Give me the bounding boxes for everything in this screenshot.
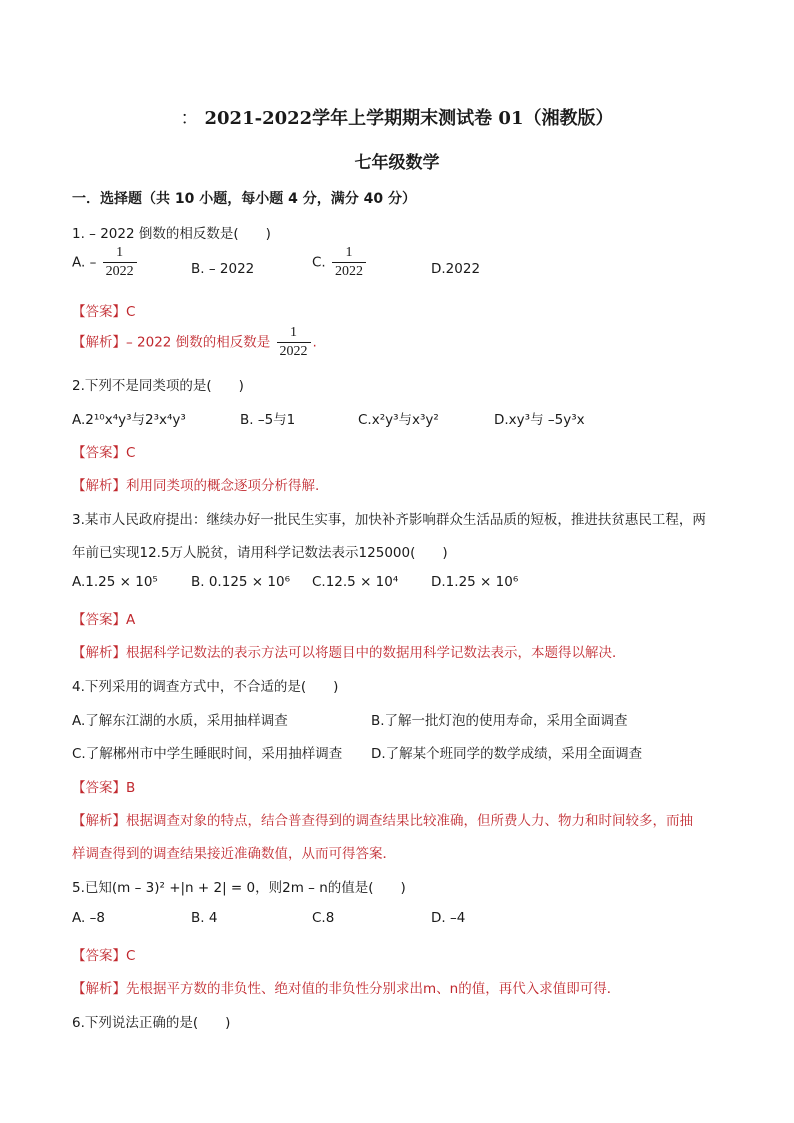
q1-option-a-prefix: A. – bbox=[72, 254, 97, 271]
q1-option-a bbox=[72, 246, 139, 279]
answer-label: 【答案】 bbox=[72, 948, 126, 964]
answer-value: A bbox=[126, 612, 136, 628]
page-title bbox=[0, 104, 794, 130]
q1-option-c bbox=[312, 246, 368, 279]
q5-option-a: A. –8 bbox=[72, 910, 105, 926]
answer-value: C bbox=[126, 445, 136, 461]
q5-stem: 5.已知(m – 3)² +|n + 2| = 0，则2m – n的值是( ) bbox=[72, 880, 406, 896]
answer-label: 【答案】 bbox=[72, 445, 126, 461]
q1-explain-suffix: . bbox=[312, 334, 317, 351]
answer-label: 【答案】 bbox=[72, 612, 126, 628]
q1-option-c-fraction bbox=[332, 246, 366, 279]
q3-explain-text: 根据科学记数法的表示方法可以将题目中的数据用科学记数法表示，本题得以解决． bbox=[126, 645, 626, 661]
q2-option-b: B. –5与1 bbox=[240, 412, 296, 428]
q4-explanation-line2: 样调查得到的调查结果接近准确数值，从而可得答案． bbox=[72, 846, 396, 862]
title-text: 2021-2022学年上学期期末测试卷 01（湘教版） bbox=[204, 108, 614, 129]
q1-option-a-fraction bbox=[103, 246, 137, 279]
q3-option-c: C.12.5 × 10⁴ bbox=[312, 574, 399, 590]
q3-option-a: A.1.25 × 10⁵ bbox=[72, 574, 158, 590]
q5-option-d: D. –4 bbox=[431, 910, 466, 926]
q3-stem-line2: 年前已实现12.5万人脱贫，请用科学记数法表示125000( ) bbox=[72, 545, 448, 561]
q2-explanation bbox=[72, 474, 319, 494]
answer-value: C bbox=[126, 304, 136, 320]
q3-stem-line1: 3.某市人民政府提出：继续办好一批民生实事，加快补齐影响群众生活品质的短板，推进扶贫惠民工程，两 bbox=[72, 512, 706, 528]
q1-option-c-prefix: C. bbox=[312, 254, 326, 271]
q3-answer bbox=[72, 608, 135, 628]
fraction-denominator: 2022 bbox=[279, 344, 308, 359]
answer-label: 【答案】 bbox=[72, 780, 126, 796]
q2-explain-text: 利用同类项的概念逐项分析得解. bbox=[126, 478, 320, 494]
explain-label: 【解析】 bbox=[72, 478, 126, 494]
fraction-denominator: 2022 bbox=[335, 264, 364, 279]
answer-label: 【答案】 bbox=[72, 304, 126, 320]
q2-option-d: D.xy³与 –5y³x bbox=[494, 412, 585, 428]
q1-explain-text: – 2022 倒数的相反数是 bbox=[126, 334, 271, 351]
q6-stem: 6.下列说法正确的是( ) bbox=[72, 1015, 231, 1031]
q4-stem: 4.下列采用的调查方式中，不合适的是( ) bbox=[72, 679, 339, 695]
q4-option-b: B.了解一批灯泡的使用寿命，采用全面调查 bbox=[371, 713, 628, 729]
q4-option-a: A.了解东江湖的水质，采用抽样调查 bbox=[72, 713, 288, 729]
q1-option-d: D.2022 bbox=[431, 261, 481, 277]
q3-option-b: B. 0.125 × 10⁶ bbox=[191, 574, 290, 590]
q5-option-b: B. 4 bbox=[191, 910, 218, 926]
explain-label: 【解析】 bbox=[72, 813, 126, 829]
fraction-denominator: 2022 bbox=[105, 264, 134, 279]
q5-option-c: C.8 bbox=[312, 910, 335, 926]
q2-option-c: C.x²y³与x³y² bbox=[358, 412, 439, 428]
q4-option-c: C.了解郴州市中学生睡眠时间，采用抽样调查 bbox=[72, 746, 343, 762]
q3-option-d: D.1.25 × 10⁶ bbox=[431, 574, 519, 590]
fraction-numerator: 1 bbox=[332, 246, 366, 263]
answer-value: C bbox=[126, 948, 136, 964]
q3-explanation bbox=[72, 641, 626, 661]
explain-label: 【解析】 bbox=[72, 645, 126, 661]
q5-explanation bbox=[72, 977, 620, 997]
fraction-numerator: 1 bbox=[277, 326, 311, 343]
q1-option-b: B. – 2022 bbox=[191, 261, 255, 277]
q1-explanation bbox=[72, 326, 317, 359]
q4-answer bbox=[72, 776, 135, 796]
page-subtitle: 七年级数学 bbox=[354, 153, 440, 173]
fraction-numerator: 1 bbox=[103, 246, 137, 263]
q5-answer bbox=[72, 944, 135, 964]
q4-explanation-line1 bbox=[72, 809, 693, 829]
q4-explain-text-1: 根据调查对象的特点，结合普查得到的调查结果比较准确，但所费人力、物力和时间较多，而抽 bbox=[126, 813, 693, 829]
q4-option-d: D.了解某个班同学的数学成绩，采用全面调查 bbox=[371, 746, 643, 762]
q1-explain-fraction bbox=[277, 326, 311, 359]
q2-option-a: A.2¹⁰x⁴y³与2³x⁴y³ bbox=[72, 412, 186, 428]
title-prefix: ： bbox=[180, 108, 199, 129]
q1-stem: 1. – 2022 倒数的相反数是( ) bbox=[72, 226, 271, 242]
q2-answer bbox=[72, 441, 135, 461]
section-heading: 一．选择题（共 10 小题，每小题 4 分，满分 40 分） bbox=[72, 191, 416, 207]
answer-value: B bbox=[126, 780, 136, 796]
explain-label: 【解析】 bbox=[72, 981, 126, 997]
q1-answer bbox=[72, 300, 135, 320]
explain-label: 【解析】 bbox=[72, 334, 126, 351]
q5-explain-text: 先根据平方数的非负性、绝对值的非负性分别求出m、n的值，再代入求值即可得． bbox=[126, 981, 621, 997]
q2-stem: 2.下列不是同类项的是( ) bbox=[72, 378, 244, 394]
